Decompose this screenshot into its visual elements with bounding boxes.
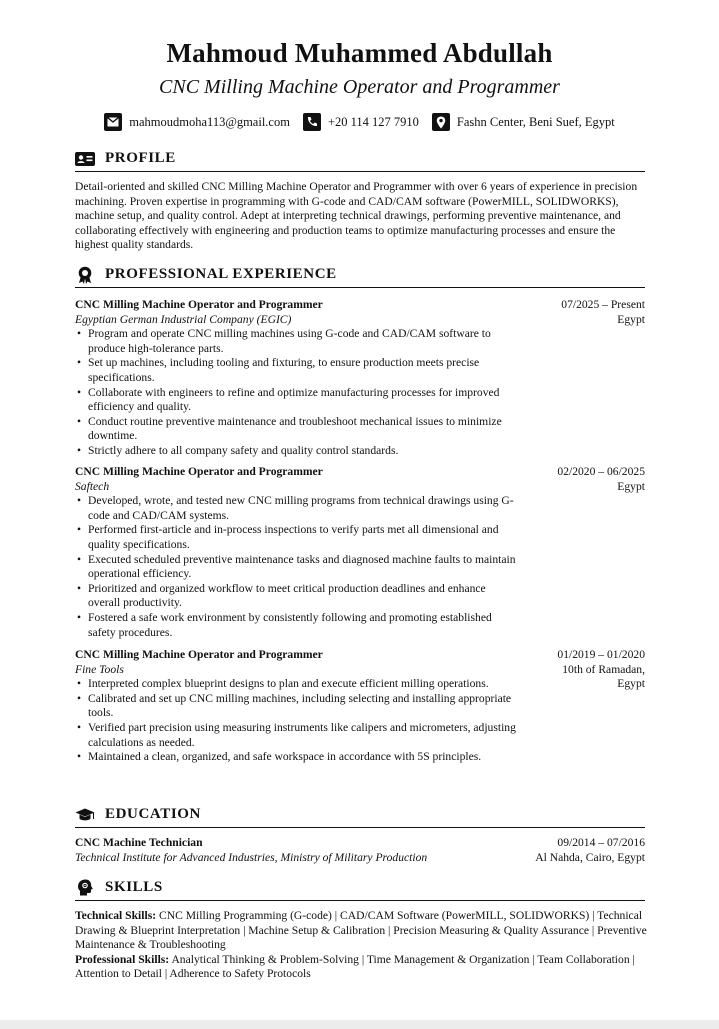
map-pin-icon xyxy=(432,113,450,131)
job-company: Fine Tools xyxy=(75,662,124,676)
job-title: CNC Milling Machine Operator and Programmer xyxy=(75,465,323,478)
job-bullet: • Developed, wrote, and tested new CNC milling programs from technical drawings using G-code and CAD/CAM systems. xyxy=(75,494,520,523)
job-bullet: • Program and operate CNC milling machines using G-code and CAD/CAM software to produce high-tolerance parts. xyxy=(75,327,520,356)
job-location: Egypt xyxy=(617,312,645,326)
job-dates: 07/2025 – Present xyxy=(561,298,645,311)
profile-summary: Detail-oriented and skilled CNC Milling Machine Operator and Programmer with over 6 years of experience in precision machining. Proven expertise in programming with G-code and CAD/CAM software (PowerMILL, SOLIDWORKS), machine setup, and quality control. Adept at interpreting technical drawings, performing preventive maintenance, and collaborating effectively with engineering and production teams to optimize manufacturing processes and ensure the highest quality standards. xyxy=(75,180,638,252)
contact-phone[interactable] xyxy=(303,113,419,131)
job-bullet: • Set up machines, including tooling and fixturing, to ensure production meets precise specifications. xyxy=(75,356,520,385)
skills-heading-text: SKILLS xyxy=(105,879,163,895)
job-company: Egyptian German Industrial Company (EGIC) xyxy=(75,312,292,326)
technical-skills-list: CNC Milling Programming (G-code) | CAD/CAM Software (PowerMILL, SOLIDWORKS) | Technical Drawing & Blueprint Interpretation | Machine Setup & Calibration | Precision Measuring & Quality Assurance | Preventive Maintenance & Troubleshooting xyxy=(75,909,647,952)
job-bullet: • Performed first-article and in-process inspections to verify parts met all dimensional and quality specifications. xyxy=(75,523,520,552)
skills-heading xyxy=(75,879,645,901)
job-entry xyxy=(75,298,645,459)
job-bullet: • Executed scheduled preventive maintenance tasks and diagnosed machine faults to maintain operational efficiency. xyxy=(75,553,520,582)
job-bullet: • Conduct routine preventive maintenance and troubleshoot mechanical issues to minimize downtime. xyxy=(75,415,520,444)
job-dates: 02/2020 – 06/2025 xyxy=(557,465,645,478)
job-location: Egypt xyxy=(617,479,645,493)
profile-heading-text: PROFILE xyxy=(105,150,176,166)
job-bullet: • Maintained a clean, organized, and safe workspace in accordance with 5S principles. xyxy=(75,750,520,765)
contact-location xyxy=(432,113,615,131)
professional-skills-list: Analytical Thinking & Problem-Solving | Time Management & Organization | Team Collaboration | Attention to Detail | Adherence to Safety Protocols xyxy=(75,952,635,981)
envelope-icon xyxy=(104,113,122,131)
contact-bar xyxy=(0,113,719,131)
education-heading-text: EDUCATION xyxy=(105,806,201,822)
experience-heading xyxy=(75,266,645,288)
job-company: Saftech xyxy=(75,479,110,493)
job-bullet: • Fostered a safe work environment by consistently following and promoting established safety procedures. xyxy=(75,611,520,640)
candidate-name: Mahmoud Muhammed Abdullah xyxy=(166,38,553,68)
job-bullets xyxy=(75,494,645,640)
job-location: 10th of Ramadan, Egypt xyxy=(562,662,645,691)
education-heading xyxy=(75,806,645,828)
job-bullet: • Calibrated and set up CNC milling machines, including selecting and installing appropriate tools. xyxy=(75,692,520,721)
job-bullet: • Collaborate with engineers to refine and optimize manufacturing processes for improved efficiency and quality. xyxy=(75,386,520,415)
school: Technical Institute for Advanced Industries, Ministry of Military Production xyxy=(75,850,428,864)
phone-text[interactable]: +20 114 127 7910 xyxy=(327,114,419,129)
job-bullet: • Interpreted complex blueprint designs to plan and execute efficient milling operations. xyxy=(75,677,520,692)
id-card-icon xyxy=(75,151,95,167)
location-text: Fashn Center, Beni Suef, Egypt xyxy=(456,114,615,129)
professional-skills xyxy=(75,953,650,982)
contact-email[interactable] xyxy=(104,113,290,131)
education-dates: 09/2014 – 07/2016 xyxy=(557,836,645,849)
job-title: CNC Milling Machine Operator and Programmer xyxy=(159,76,560,98)
job-title: CNC Milling Machine Operator and Programmer xyxy=(75,648,323,661)
profile-heading xyxy=(75,150,645,172)
email-text[interactable]: mahmoudmoha113@gmail.com xyxy=(129,114,290,129)
job-bullet: • Strictly adhere to all company safety and quality control standards. xyxy=(75,444,520,459)
job-bullets xyxy=(75,327,645,458)
phone-icon xyxy=(303,113,321,131)
job-title: CNC Milling Machine Operator and Programmer xyxy=(75,298,323,311)
skills-body xyxy=(75,909,650,982)
education-location: Al Nahda, Cairo, Egypt xyxy=(535,850,645,864)
job-bullet: • Prioritized and organized workflow to meet critical production deadlines and enhance overall productivity. xyxy=(75,582,520,611)
degree: CNC Machine Technician xyxy=(75,836,203,849)
technical-skills-label: Technical Skills: xyxy=(75,909,157,922)
award-icon xyxy=(75,267,95,283)
job-bullet: • Verified part precision using measuring instruments like calipers and micrometers, adjusting calculations as needed. xyxy=(75,721,520,750)
technical-skills xyxy=(75,909,650,953)
education-entry xyxy=(75,836,645,865)
experience-heading-text: PROFESSIONAL EXPERIENCE xyxy=(105,266,337,282)
graduation-cap-icon xyxy=(75,807,95,823)
job-entry xyxy=(75,648,645,765)
job-dates: 01/2019 – 01/2020 xyxy=(557,648,645,661)
brain-head-icon xyxy=(75,880,95,896)
job-entry xyxy=(75,465,645,640)
professional-skills-label: Professional Skills: xyxy=(75,952,170,966)
